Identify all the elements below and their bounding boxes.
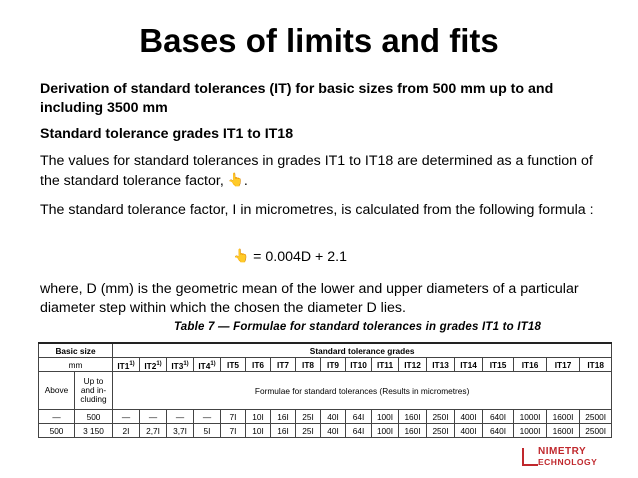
table-cell: 16I: [271, 424, 296, 438]
formula: [233, 249, 347, 265]
logo-text-bottom: ECHNOLOGY: [538, 457, 598, 467]
grades-row: [39, 358, 612, 372]
table-cell: 64I: [346, 424, 372, 438]
table-cell: 2500I: [580, 410, 612, 424]
subtitle: Derivation of standard tolerances (IT) for basic sizes from 500 mm up to and including 3500 mm: [40, 81, 554, 116]
table-cell: 3,7I: [167, 424, 194, 438]
grade-header: IT5: [221, 358, 246, 372]
table-cell: 40I: [321, 424, 346, 438]
grade-header: IT8: [296, 358, 321, 372]
table-cell: 7I: [221, 424, 246, 438]
above-header: Above: [39, 372, 75, 410]
grade-header: IT12: [399, 358, 427, 372]
grade-header: IT2$^{1)}$: [140, 358, 167, 372]
paragraph-1-end: .: [243, 173, 248, 189]
table-cell: 7I: [221, 410, 246, 424]
paragraph-1-text: The values for standard tolerances in grades IT1 to IT18 are determined as a function of the standard tolerance factor,: [40, 153, 593, 189]
table-cell: 100I: [372, 424, 399, 438]
grade-header: IT14: [455, 358, 483, 372]
upto-header: Up to and in-cluding: [75, 372, 113, 410]
pointing-hand-icon: 👆: [227, 172, 244, 187]
table-cell: 25I: [296, 410, 321, 424]
paragraph-2: The standard tolerance factor, I in micrometres, is calculated from the following formula :: [40, 202, 594, 218]
table-cell: 160I: [399, 410, 427, 424]
table-cell: —: [39, 410, 75, 424]
formulae-header: Formulae for standard tolerances (Results in micrometres): [113, 372, 612, 410]
table-cell: 640I: [483, 424, 514, 438]
table-cell: 640I: [483, 410, 514, 424]
table-cell: 25I: [296, 424, 321, 438]
table-caption: Table 7 — Formulae for standard tolerances in grades IT1 to IT18: [174, 321, 542, 333]
table-cell: 5I: [194, 424, 221, 438]
table-row: [39, 410, 612, 424]
table-cell: 2I: [113, 424, 140, 438]
grade-header: IT15: [483, 358, 514, 372]
grades-header: Standard tolerance grades: [113, 343, 612, 358]
table-cell: 2,7I: [140, 424, 167, 438]
grade-header: IT6: [246, 358, 271, 372]
table-cell: 400I: [455, 424, 483, 438]
grade-header: IT4$^{1)}$: [194, 358, 221, 372]
table-cell: 1000I: [514, 424, 547, 438]
grade-header: IT1$^{1)}$: [113, 358, 140, 372]
table-cell: —: [167, 410, 194, 424]
grade-header: IT17: [547, 358, 580, 372]
grade-header: IT7: [271, 358, 296, 372]
table-cell: 250I: [427, 424, 455, 438]
table-cell: —: [113, 410, 140, 424]
table-row: [39, 424, 612, 438]
table-cell: 400I: [455, 410, 483, 424]
paragraph-1: [40, 152, 610, 191]
table-cell: 500: [75, 410, 113, 424]
table-cell: —: [194, 410, 221, 424]
tolerance-table: [38, 342, 612, 438]
logo-mark-icon: [522, 448, 538, 466]
slide-title: Bases of limits and fits: [139, 22, 499, 59]
table-cell: 1600I: [547, 424, 580, 438]
grade-header: IT18: [580, 358, 612, 372]
table-cell: 2500I: [580, 424, 612, 438]
unimetry-logo: [522, 446, 610, 468]
table-cell: 40I: [321, 410, 346, 424]
table-cell: 250I: [427, 410, 455, 424]
table-cell: 500: [39, 424, 75, 438]
basic-size-header: Basic size: [39, 343, 113, 358]
table-cell: 64I: [346, 410, 372, 424]
table-cell: 16I: [271, 410, 296, 424]
section-heading: Standard tolerance grades IT1 to IT18: [40, 126, 294, 142]
table-cell: 10I: [246, 424, 271, 438]
grade-header: IT9: [321, 358, 346, 372]
table-cell: 3 150: [75, 424, 113, 438]
pointing-hand-icon: 👆: [233, 248, 250, 263]
logo-text-top: NIMETRY: [538, 446, 587, 457]
grade-header: IT11: [372, 358, 399, 372]
table-cell: 160I: [399, 424, 427, 438]
table-cell: 100I: [372, 410, 399, 424]
paragraph-3: where, D (mm) is the geometric mean of the lower and upper diameters of a particular diameter step within which the chosen the diameter D lies.: [40, 281, 579, 316]
table-cell: 10I: [246, 410, 271, 424]
grade-header: IT13: [427, 358, 455, 372]
unit-header: mm: [39, 358, 113, 372]
grade-header: IT3$^{1)}$: [167, 358, 194, 372]
grade-header: IT16: [514, 358, 547, 372]
grade-header: IT10: [346, 358, 372, 372]
formula-text: = 0.004D + 2.1: [253, 249, 348, 265]
table-cell: 1600I: [547, 410, 580, 424]
table-cell: 1000I: [514, 410, 547, 424]
table-cell: —: [140, 410, 167, 424]
